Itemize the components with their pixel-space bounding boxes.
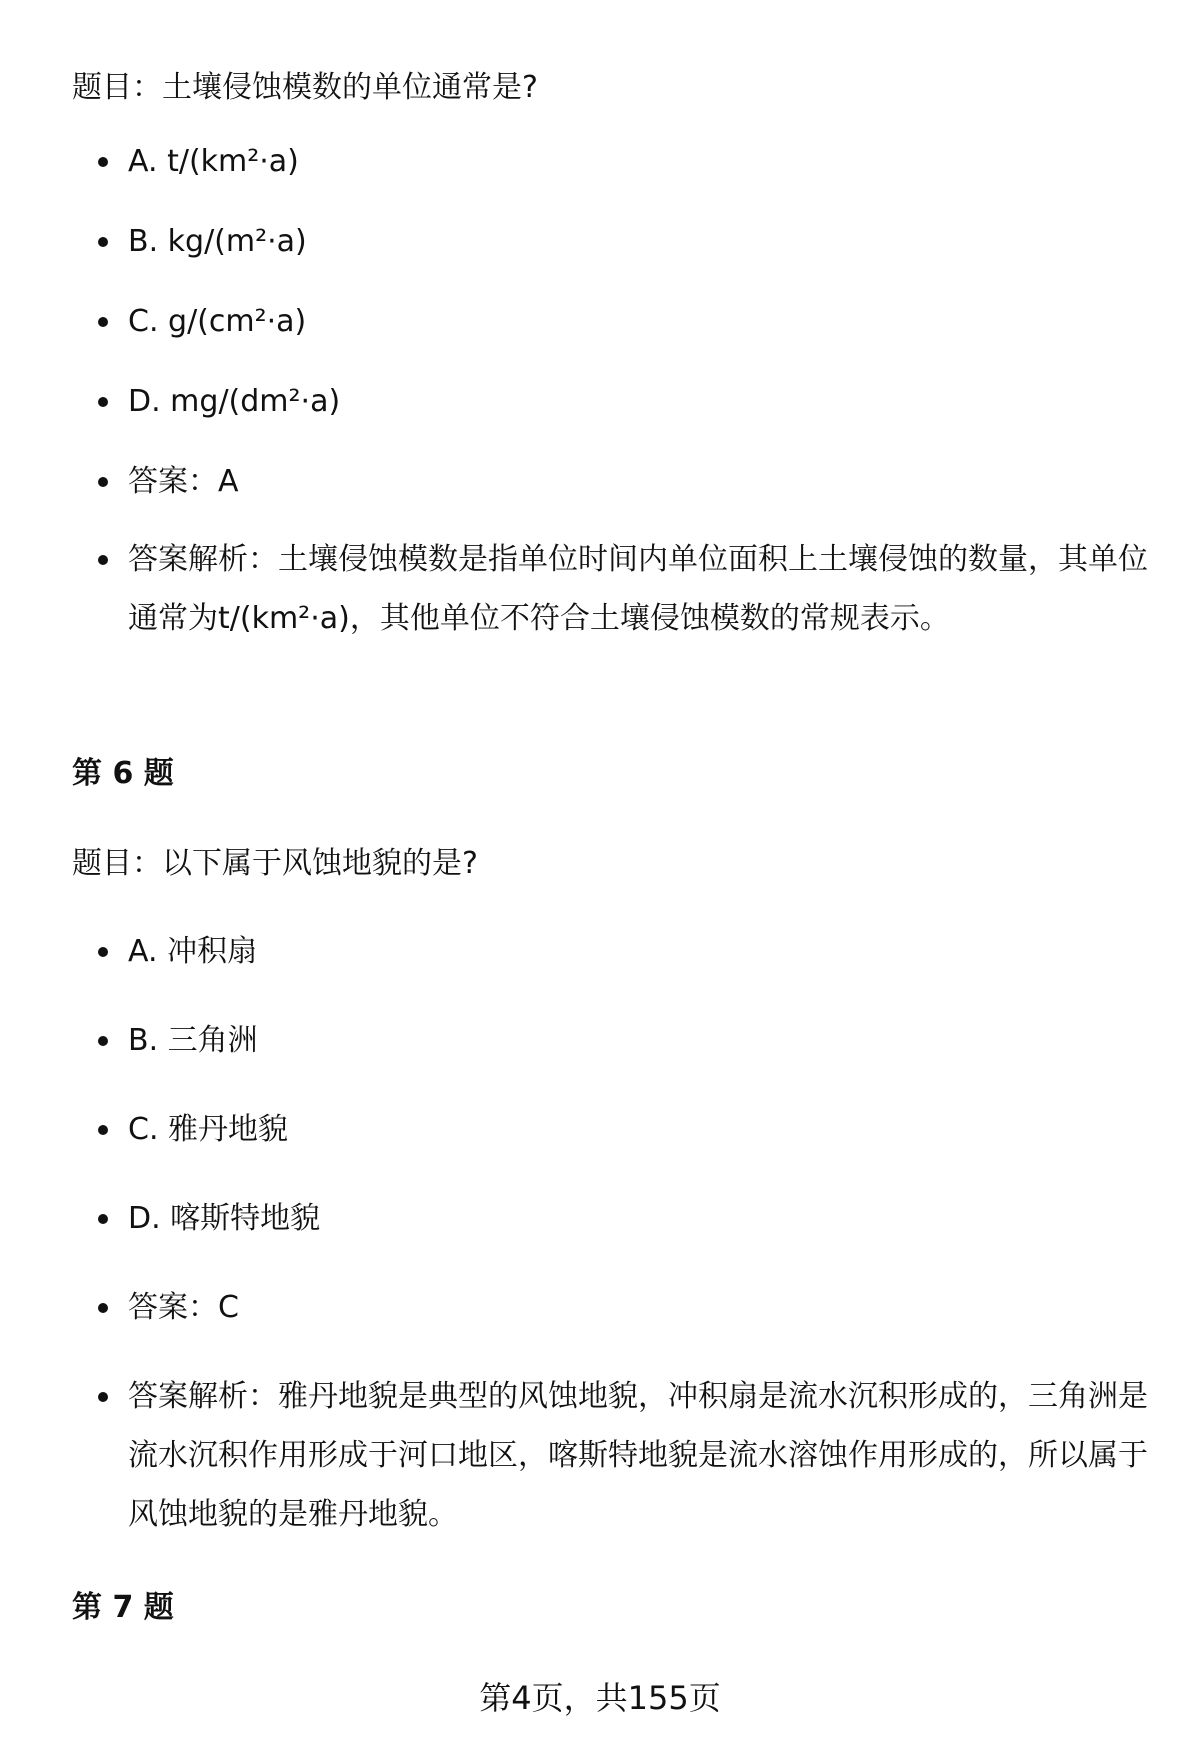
bullet-icon <box>98 317 108 327</box>
bullet-icon <box>98 397 108 407</box>
page-number-footer: 第4页，共155页 <box>479 1679 721 1717</box>
question-5-answer <box>98 462 1158 502</box>
bullet-icon <box>98 1036 108 1046</box>
question-6-heading: 第 6 题 <box>72 756 174 791</box>
explanation-text: 答案解析：雅丹地貌是典型的风蚀地貌，冲积扇是流水沉积形成的，三角洲是流水沉积作用形成于河口地区，喀斯特地貌是流水溶蚀作用形成的，所以属于风蚀地貌的是雅丹地貌。 <box>128 1379 1148 1532</box>
explanation-text: 答案解析：土壤侵蚀模数是指单位时间内单位面积上土壤侵蚀的数量，其单位通常为t/(km²·a)，其他单位不符合土壤侵蚀模数的常规表示。 <box>128 542 1148 636</box>
option-text: C. g/(cm²·a) <box>128 304 307 339</box>
question-6-explanation <box>98 1367 1158 1544</box>
bullet-icon <box>98 1303 108 1313</box>
bullet-icon <box>98 237 108 247</box>
bullet-icon <box>98 555 108 565</box>
bullet-icon <box>98 1392 108 1402</box>
option-text: D. mg/(dm²·a) <box>128 384 341 419</box>
question-6-option-c <box>98 1110 1158 1150</box>
question-5-stem: 题目：土壤侵蚀模数的单位通常是? <box>72 70 538 105</box>
question-5-option-d <box>98 382 1158 422</box>
question-5-option-c <box>98 302 1158 342</box>
question-5-explanation <box>98 530 1158 648</box>
question-6-option-d <box>98 1199 1158 1239</box>
question-6-answer <box>98 1288 1158 1328</box>
option-text: C. 雅丹地貌 <box>128 1112 289 1147</box>
option-text: A. t/(km²·a) <box>128 144 299 179</box>
option-text: A. 冲积扇 <box>128 934 258 969</box>
question-5-option-b <box>98 222 1158 262</box>
question-7-heading: 第 7 题 <box>72 1590 174 1625</box>
bullet-icon <box>98 477 108 487</box>
option-text: D. 喀斯特地貌 <box>128 1201 321 1236</box>
bullet-icon <box>98 947 108 957</box>
bullet-icon <box>98 157 108 167</box>
question-6-option-a <box>98 932 1158 972</box>
answer-text: 答案：A <box>128 464 239 499</box>
option-text: B. kg/(m²·a) <box>128 224 307 259</box>
question-6-stem: 题目：以下属于风蚀地貌的是? <box>72 846 478 881</box>
question-5-option-a <box>98 142 1158 182</box>
answer-text: 答案：C <box>128 1290 239 1325</box>
bullet-icon <box>98 1125 108 1135</box>
bullet-icon <box>98 1214 108 1224</box>
question-6-option-b <box>98 1021 1158 1061</box>
option-text: B. 三角洲 <box>128 1023 258 1058</box>
